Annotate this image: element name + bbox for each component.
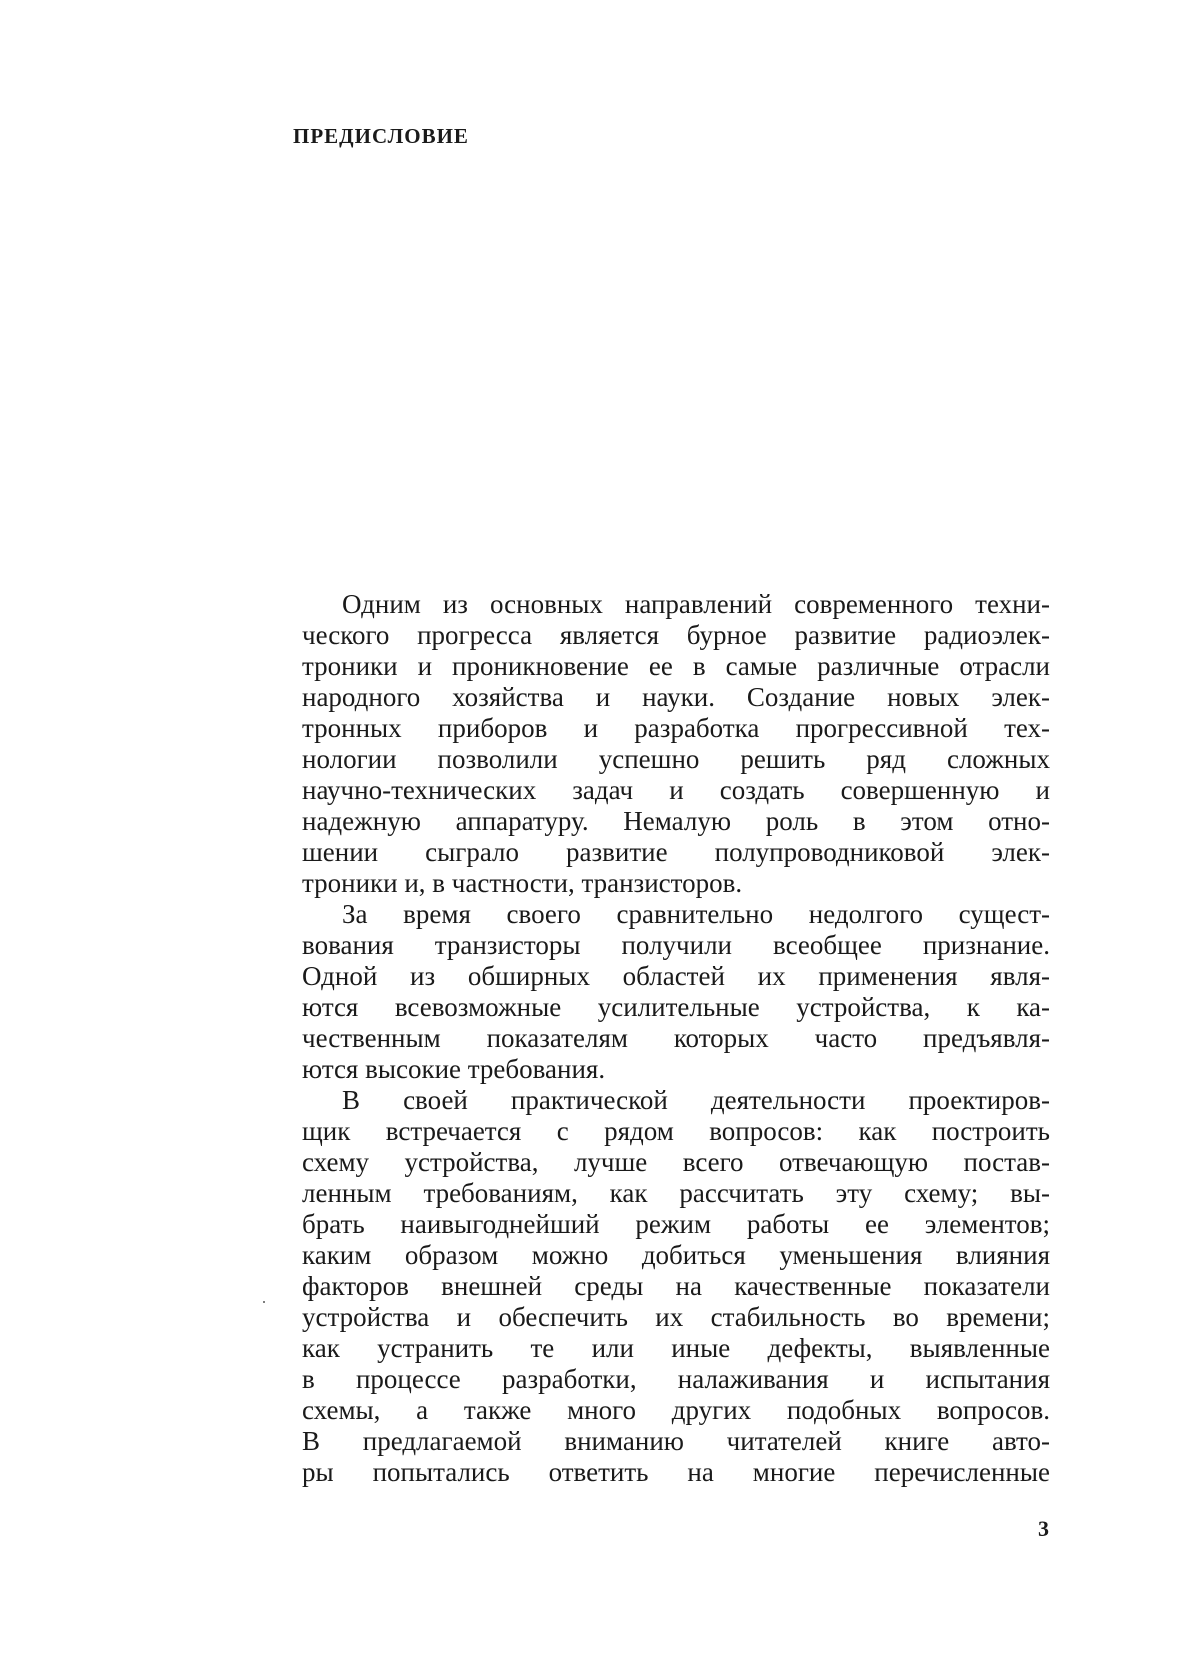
scan-speck bbox=[263, 1301, 265, 1303]
paragraph-3-line-6: каким образом можно добиться уменьшения влияния bbox=[302, 1240, 1050, 1270]
paragraph-3-line-7: факторов внешней среды на качественные показатели bbox=[302, 1271, 1050, 1301]
paragraph-1-line-1: Одним из основных направлений современного техни- bbox=[342, 589, 1050, 619]
section-heading: ПРЕДИСЛОВИЕ bbox=[293, 124, 469, 148]
paragraph-1-line-10: троники и, в частности, транзисторов. bbox=[302, 868, 743, 898]
paragraph-2-line-3: Одной из обширных областей их применения явля- bbox=[302, 961, 1050, 991]
paragraph-3-line-9: как устранить те или иные дефекты, выявленные bbox=[302, 1333, 1050, 1363]
paragraph-2-line-5: чественным показателям которых часто предъявля- bbox=[302, 1023, 1050, 1053]
page-number: 3 bbox=[1038, 1516, 1049, 1541]
paragraph-2-line-1: За время своего сравнительно недолгого сущест- bbox=[342, 899, 1050, 929]
paragraph-3-line-12: В предлагаемой вниманию читателей книге авто- bbox=[302, 1426, 1050, 1456]
paragraph-2-line-6: ются высокие требования. bbox=[302, 1054, 606, 1084]
paragraph-1-line-9: шении сыграло развитие полупроводниковой элек- bbox=[302, 837, 1050, 867]
body-text bbox=[302, 589, 1050, 1488]
paragraph-2-line-4: ются всевозможные усилительные устройства, к ка- bbox=[302, 992, 1050, 1022]
paragraph-3-line-8: устройства и обеспечить их стабильность во времени; bbox=[302, 1302, 1050, 1332]
paragraph-1-line-3: троники и проникновение ее в самые различные отрасли bbox=[302, 651, 1050, 681]
paragraph-3-line-3: схему устройства, лучше всего отвечающую постав- bbox=[302, 1147, 1050, 1177]
paragraph-3-line-1: В своей практической деятельности проектиров- bbox=[342, 1085, 1050, 1115]
paragraph-3-line-10: в процессе разработки, налаживания и испытания bbox=[302, 1364, 1050, 1394]
paragraph-3-line-5: брать наивыгоднейший режим работы ее элементов; bbox=[302, 1209, 1050, 1239]
paragraph-1-line-6: нологии позволили успешно решить ряд сложных bbox=[302, 744, 1050, 774]
paragraph-1-line-4: народного хозяйства и науки. Создание новых элек- bbox=[302, 682, 1050, 712]
paragraph-2-line-2: вования транзисторы получили всеобщее признание. bbox=[302, 930, 1050, 960]
paragraph-3-line-4: ленным требованиям, как рассчитать эту схему; вы- bbox=[302, 1178, 1050, 1208]
paragraph-1-line-7: научно-технических задач и создать совершенную и bbox=[302, 775, 1050, 805]
paragraph-3-line-2: щик встречается с рядом вопросов: как построить bbox=[302, 1116, 1050, 1146]
paragraph-3-line-11: схемы, а также много других подобных вопросов. bbox=[302, 1395, 1050, 1425]
paragraph-3-line-13: ры попытались ответить на многие перечисленные bbox=[302, 1457, 1050, 1487]
paragraph-1-line-5: тронных приборов и разработка прогрессивной тех- bbox=[302, 713, 1050, 743]
paragraph-1-line-2: ческого прогресса является бурное развитие радиоэлек- bbox=[302, 620, 1050, 650]
paragraph-1-line-8: надежную аппаратуру. Немалую роль в этом отно- bbox=[302, 806, 1050, 836]
